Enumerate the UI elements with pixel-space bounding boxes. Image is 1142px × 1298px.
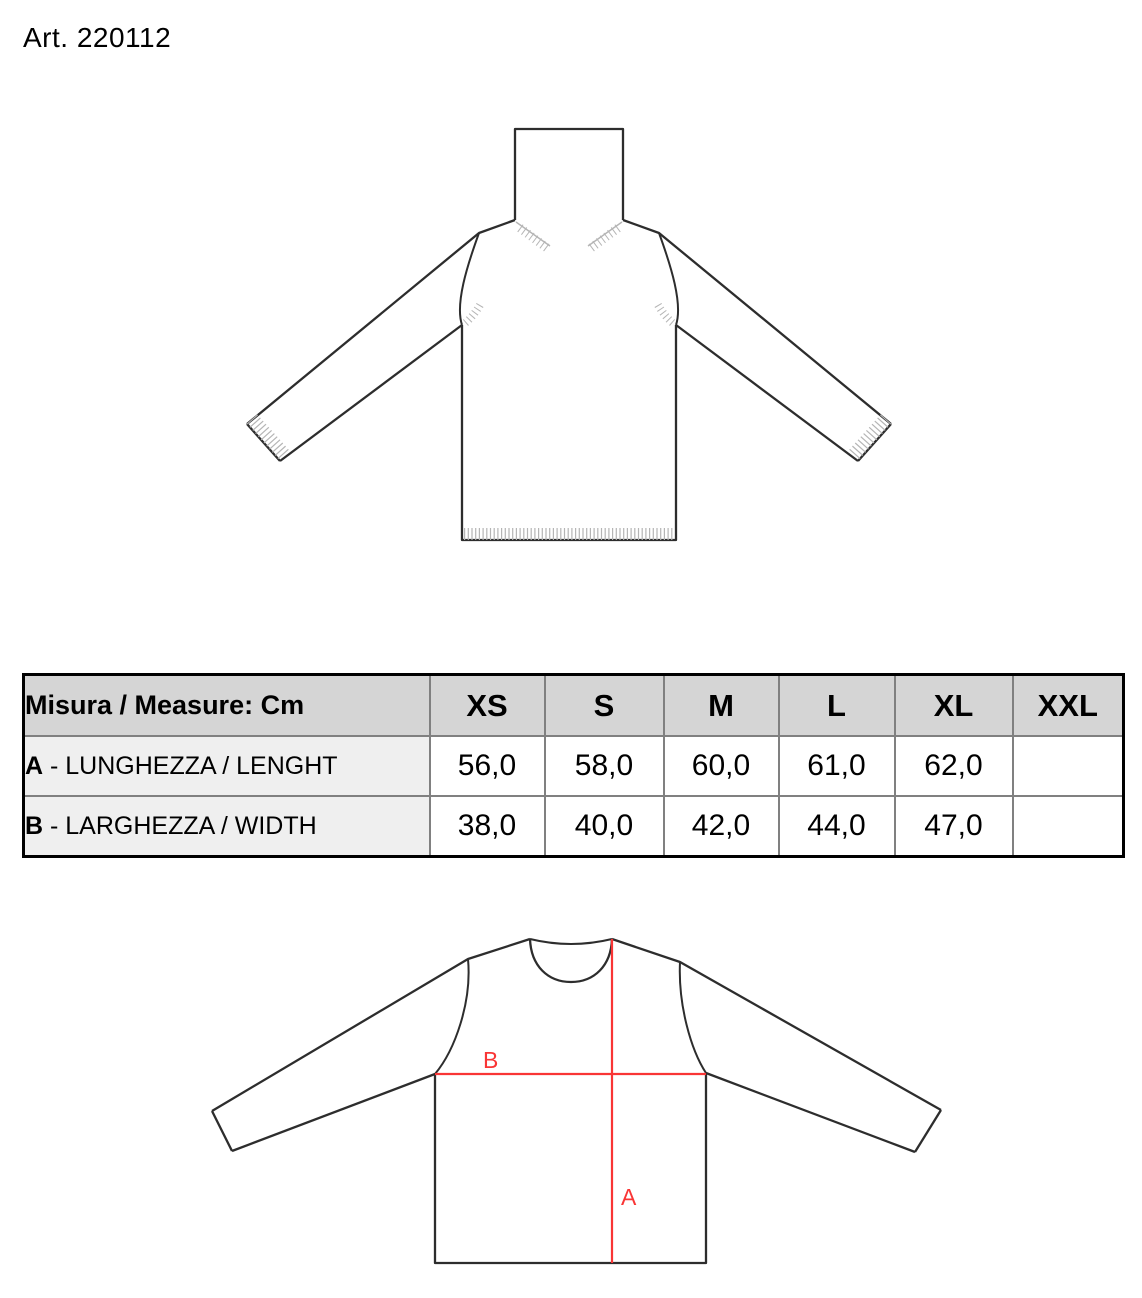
- length-value-s: 58,0: [545, 736, 664, 796]
- length-value-xs: 56,0: [430, 736, 545, 796]
- right-cuff-edge: [915, 1110, 941, 1152]
- table-row-width: [24, 796, 1124, 857]
- measure-key-b: B: [25, 811, 44, 840]
- measurement-table: [22, 673, 1125, 858]
- right-sleeve-underside: [706, 1073, 915, 1152]
- left-cuff-ribbing: [252, 419, 285, 456]
- length-value-xxl: [1013, 736, 1124, 796]
- length-value-m: 60,0: [664, 736, 779, 796]
- measure-unit-header: Misura / Measure: Cm: [24, 675, 430, 737]
- left-underarm-stitches: [464, 305, 480, 324]
- article-number: Art. 220112: [23, 22, 172, 53]
- size-header-xs: XS: [430, 675, 545, 737]
- size-header-xxl: XXL: [1013, 675, 1124, 737]
- table-header-row: [24, 675, 1124, 737]
- right-underarm-stitches: [658, 305, 674, 324]
- length-value-l: 61,0: [779, 736, 895, 796]
- garment-front-view-measurement-drawing: [195, 925, 955, 1280]
- left-cuff-edge: [212, 1111, 232, 1151]
- width-value-xl: 47,0: [895, 796, 1013, 857]
- row-label-width: [24, 796, 430, 857]
- garment-back-view-drawing: [230, 115, 910, 560]
- length-value-xl: 62,0: [895, 736, 1013, 796]
- left-shoulder-sleeve-top: [212, 939, 530, 1111]
- left-shoulder-sleeve-top: [247, 220, 515, 424]
- measure-key-a: A: [25, 751, 44, 780]
- body-outline: [462, 325, 676, 540]
- size-header-l: L: [779, 675, 895, 737]
- row-label-length: [24, 736, 430, 796]
- right-cuff-edge: [858, 424, 891, 461]
- width-value-xs: 38,0: [430, 796, 545, 857]
- table-row-length: [24, 736, 1124, 796]
- right-collar-stitch-comb: [591, 228, 618, 248]
- collar-outline: [515, 129, 623, 220]
- right-sleeve-underside: [676, 325, 858, 461]
- left-collar-stitch-comb: [520, 228, 547, 248]
- left-cuff-edge: [247, 424, 280, 461]
- measure-label-b: B: [483, 1047, 499, 1073]
- width-value-xxl: [1013, 796, 1124, 857]
- left-sleeve-underside: [280, 325, 462, 461]
- size-header-s: S: [545, 675, 664, 737]
- measure-label-a: A: [621, 1184, 637, 1210]
- right-shoulder-sleeve-top: [612, 939, 941, 1110]
- width-value-s: 40,0: [545, 796, 664, 857]
- body-outline: [435, 1073, 706, 1263]
- front-neckline: [530, 939, 612, 982]
- row-label-length-text: - LUNGHEZZA / LENGHT: [43, 751, 338, 780]
- left-sleeve-underside: [232, 1074, 435, 1151]
- size-header-xl: XL: [895, 675, 1013, 737]
- width-value-l: 44,0: [779, 796, 895, 857]
- right-cuff-ribbing: [853, 419, 886, 456]
- width-value-m: 42,0: [664, 796, 779, 857]
- size-header-m: M: [664, 675, 779, 737]
- right-armhole-seam: [680, 962, 706, 1073]
- row-label-width-text: - LARGHEZZA / WIDTH: [43, 811, 317, 840]
- right-shoulder-sleeve-top: [623, 220, 891, 424]
- back-collar-line: [530, 939, 612, 944]
